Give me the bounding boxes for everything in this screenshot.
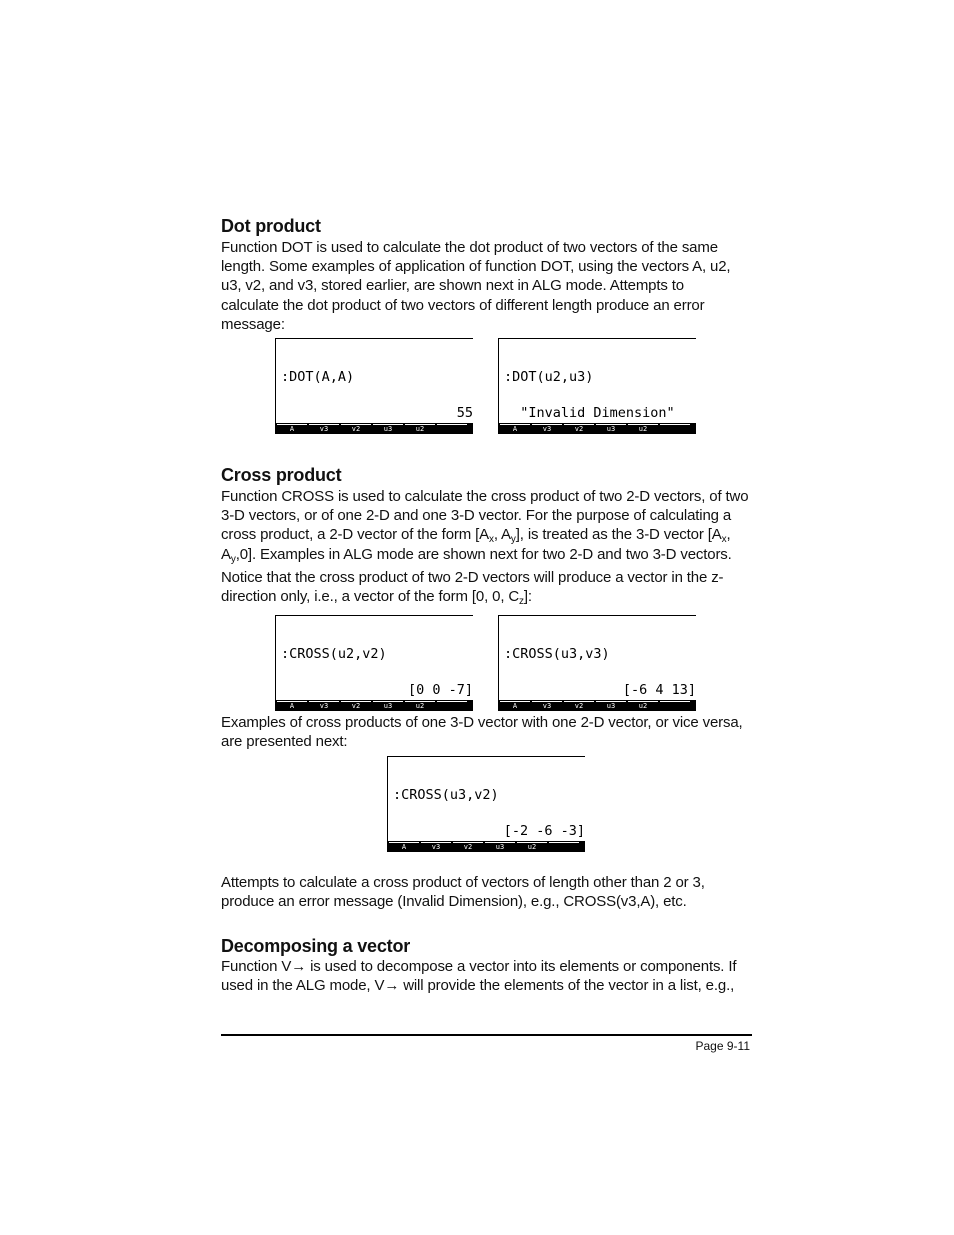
text-line: 3-D vectors, or of one 2-D and one 3-D vector. For the purpose of calculating a [221,507,732,525]
subscript: y [510,534,516,546]
soft-menu-key: v3 [532,424,562,433]
text-line: produce an error message (Invalid Dimension), e.g., CROSS(v3,A), etc. [221,893,687,911]
text-line: Examples of cross products of one 3-D vector with one 2-D vector, or vice versa, [221,714,743,731]
soft-menu-key-blank [660,424,690,433]
soft-menu-key-blank [437,701,467,710]
calculator-screen-dot-1 [275,338,473,434]
section-heading-dot-product: Dot product [221,216,321,236]
soft-menu-key-blank [437,424,467,433]
cross-product-paragraph-3 [221,713,761,751]
text-line: calculate the dot product of two vectors of different length produce an error [221,296,705,314]
screen-input-line: :CROSS(u3,v2) [393,789,499,801]
soft-menu-key: u2 [628,701,658,710]
subscript: x [488,534,494,546]
footer-rule [221,1034,752,1036]
text-fragment: A [221,545,231,563]
section-heading-cross-product: Cross product [221,465,342,485]
soft-menu-key: A [389,842,419,851]
soft-menu-bar [388,841,585,851]
page-number: Page 9-11 [695,1039,750,1053]
text-fragment: , [726,526,731,544]
section-heading-decomposing-vector: Decomposing a vector [221,936,411,956]
soft-menu-key: v3 [532,701,562,710]
text-fragment: ]: [523,588,532,606]
screen-input-line: :CROSS(u3,v3) [504,648,610,660]
soft-menu-bar [276,423,473,433]
soft-menu-key: u3 [596,701,626,710]
screen-result-line: [0 0 -7] [407,684,473,696]
cross-product-paragraph-2 [221,568,761,606]
soft-menu-key: v2 [564,701,594,710]
subscript: z [519,596,524,608]
soft-menu-key-blank [660,701,690,710]
text-line: message: [221,315,285,333]
text-line: used in the ALG mode, V→ will provide the elements of the vector in a list, e.g., [221,977,735,995]
soft-menu-key: u2 [628,424,658,433]
text-fragment: cross product, a 2-D vector of the form [A [221,526,489,544]
soft-menu-key: u2 [405,701,435,710]
soft-menu-key-blank [549,842,579,851]
subscript: x [721,534,727,546]
screen-input-line: :DOT(u2,u3) [504,371,594,383]
text-line: u3, v2, and v3, stored earlier, are shown next in ALG mode. Attempts to [221,277,684,295]
soft-menu-key: A [277,701,307,710]
text-line: Attempts to calculate a cross product of vectors of length other than 2 or 3, [221,874,705,891]
calculator-screen-cross-2 [498,615,696,711]
soft-menu-key: v3 [309,701,339,710]
screen-input-line: :CROSS(u2,v2) [281,648,387,660]
soft-menu-key: v2 [453,842,483,851]
screen-result-line: "Invalid Dimension" [504,407,675,419]
text-line: Function V→ is used to decompose a vector into its elements or components. If [221,958,737,975]
calculator-screen-cross-3 [387,756,585,852]
soft-menu-key: A [500,701,530,710]
soft-menu-key: u3 [485,842,515,851]
cross-product-paragraph-1 [221,487,761,564]
dot-product-paragraph [221,238,761,334]
calculator-screen-dot-2 [498,338,696,434]
text-fragment: ,0]. Examples in ALG mode are shown next for two 2-D and two 3-D vectors. [235,545,732,563]
cross-product-paragraph-4 [221,873,761,911]
soft-menu-key: v2 [341,424,371,433]
soft-menu-key: u2 [517,842,547,851]
subscript: y [230,553,236,565]
text-fragment: ], is treated as the 3-D vector [A [515,526,722,544]
screen-result-line: [-6 4 13] [622,684,696,696]
screen-result-line: 55 [456,407,473,419]
text-line: Function DOT is used to calculate the dot product of two vectors of the same [221,239,718,256]
screen-input-line: :DOT(A,A) [281,371,355,383]
soft-menu-key: u2 [405,424,435,433]
soft-menu-key: v2 [564,424,594,433]
soft-menu-bar [276,700,473,710]
text-fragment: direction only, i.e., a vector of the form [0, 0, C [221,588,520,606]
soft-menu-key: u3 [596,424,626,433]
soft-menu-key: A [277,424,307,433]
text-line: length. Some examples of application of function DOT, using the vectors A, u2, [221,258,731,276]
text-fragment: , A [493,526,511,544]
soft-menu-key: u3 [373,424,403,433]
decompose-paragraph [221,957,761,995]
text-line: are presented next: [221,733,348,751]
text-line: Notice that the cross product of two 2-D vectors will produce a vector in the z- [221,569,724,586]
soft-menu-key: v3 [309,424,339,433]
soft-menu-bar [499,700,696,710]
text-line: Function CROSS is used to calculate the cross product of two 2-D vectors, of two [221,488,749,505]
soft-menu-key: v2 [341,701,371,710]
soft-menu-key: u3 [373,701,403,710]
calculator-screen-cross-1 [275,615,473,711]
screen-result-line: [-2 -6 -3] [503,825,585,837]
soft-menu-key: A [500,424,530,433]
soft-menu-key: v3 [421,842,451,851]
soft-menu-bar [499,423,696,433]
